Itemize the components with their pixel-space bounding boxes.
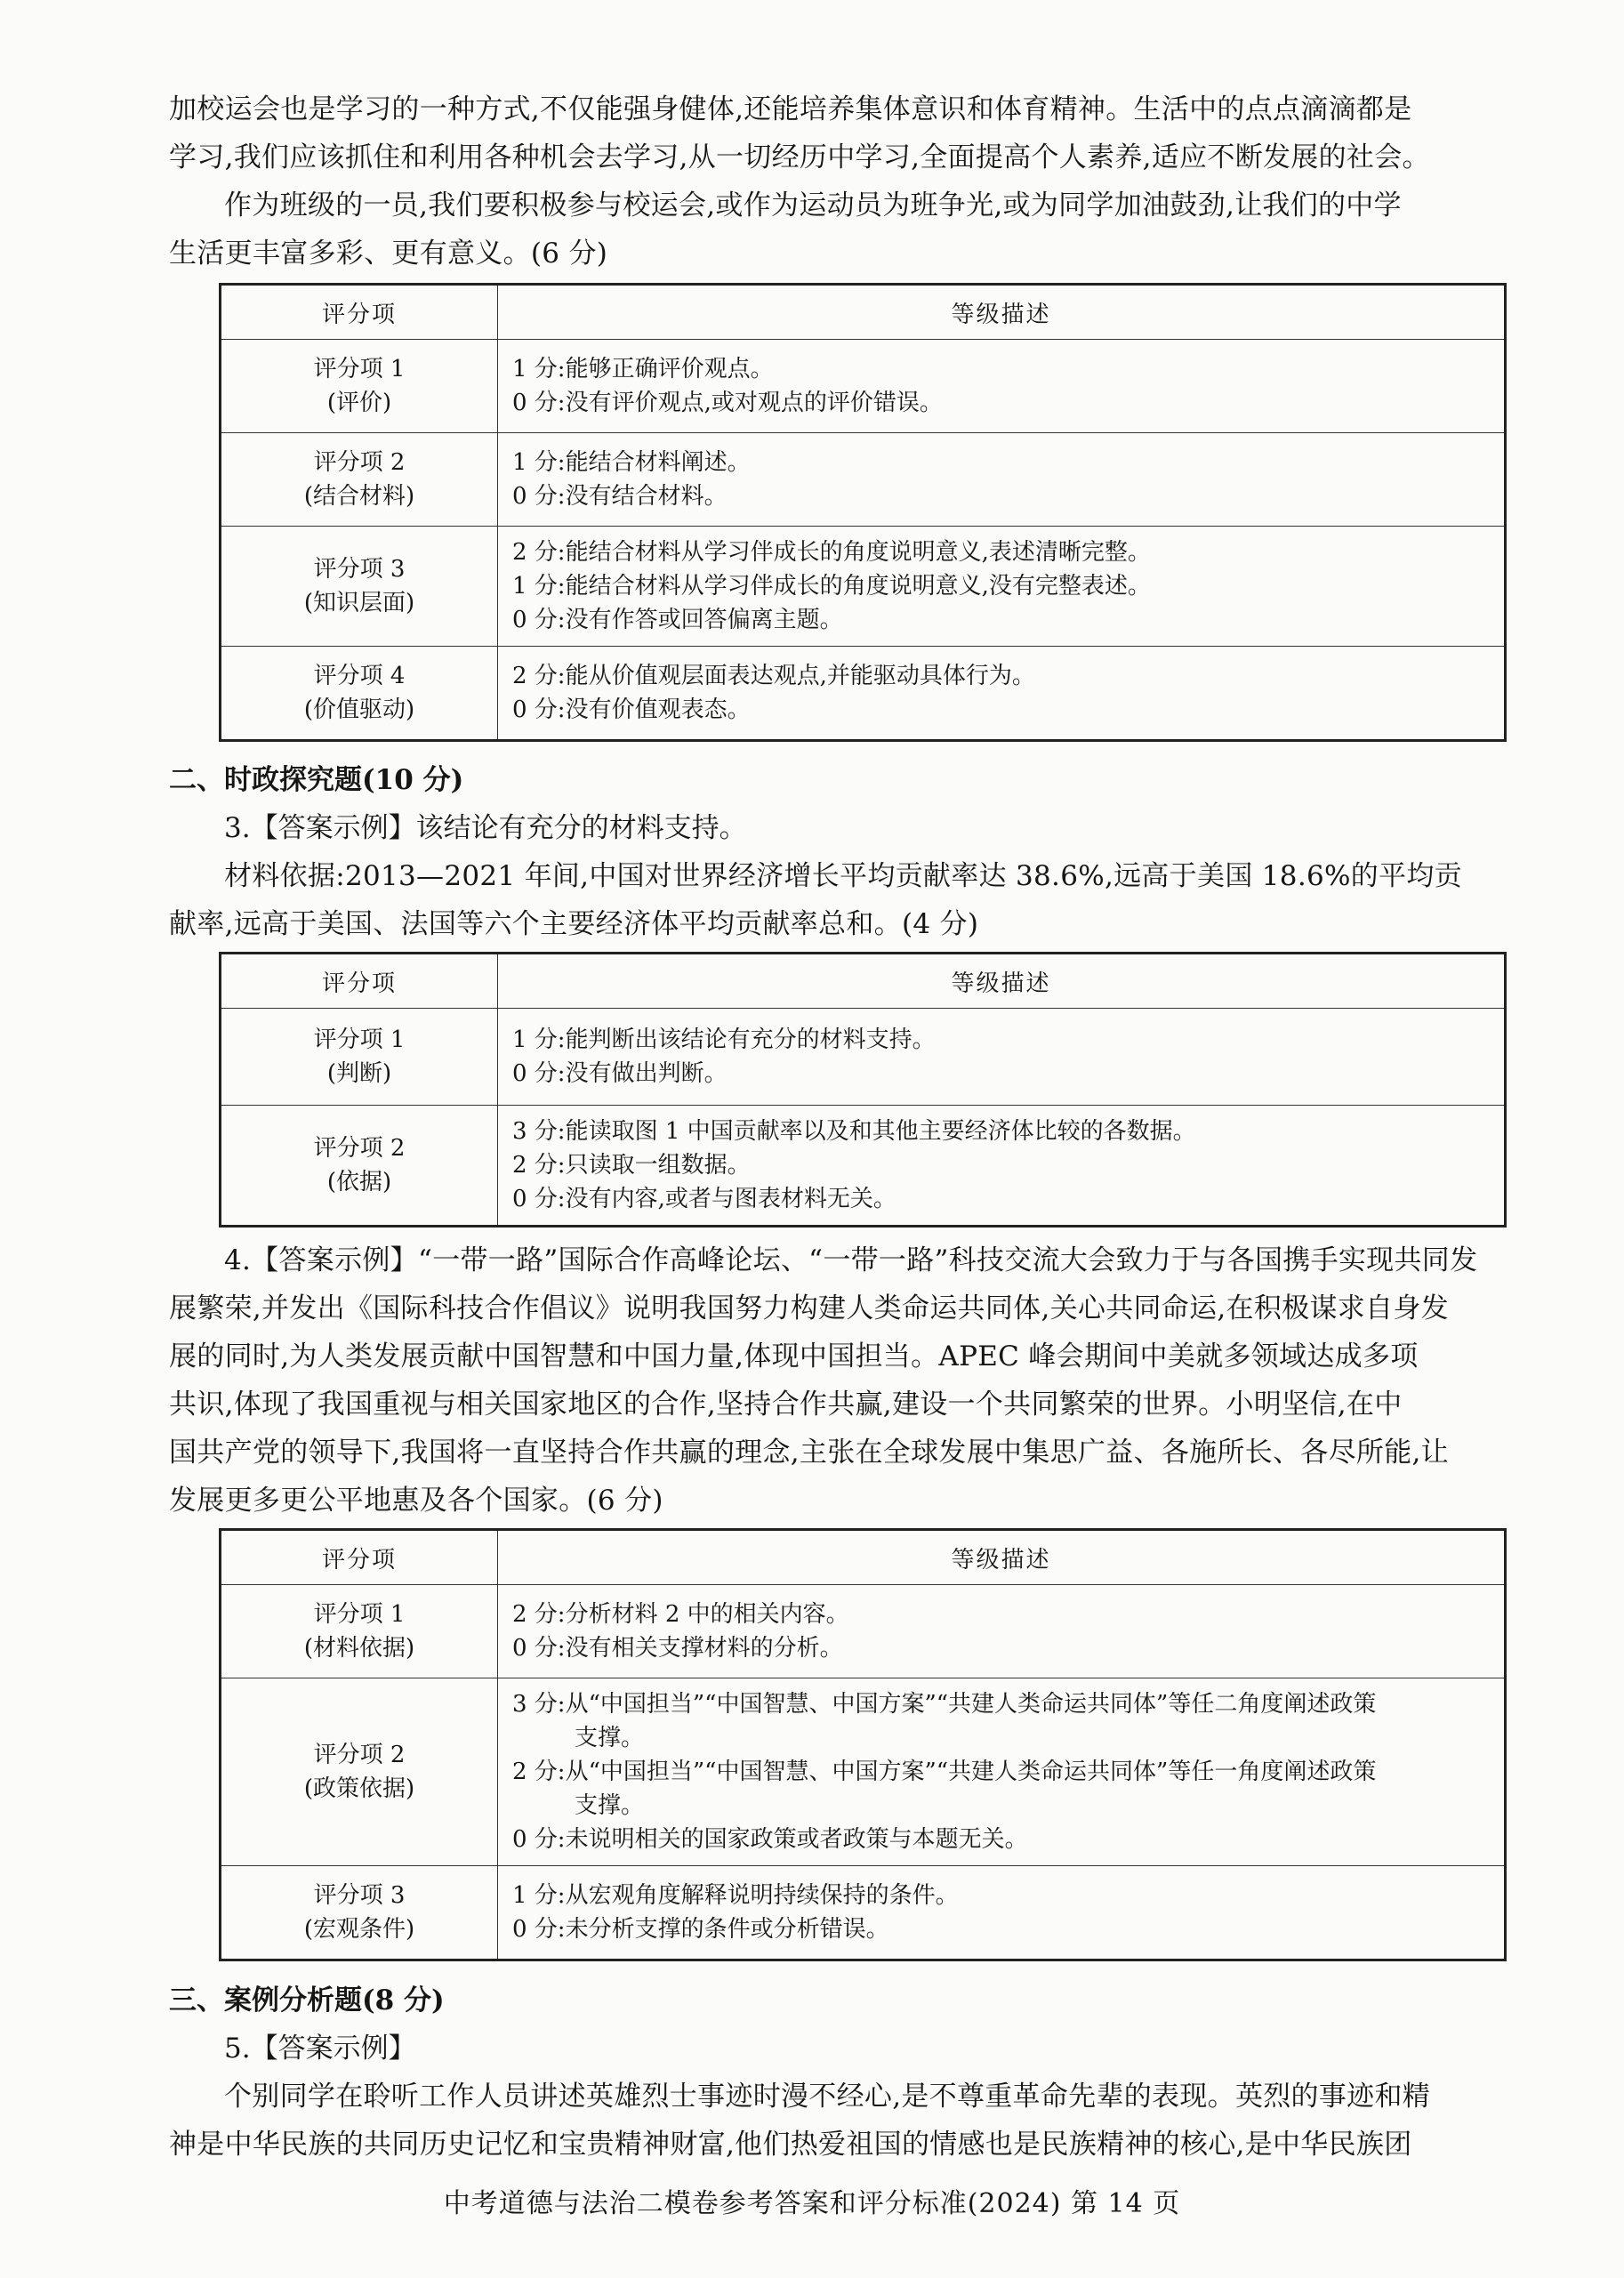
item-label: 评分项 3 [313, 1882, 406, 1909]
item-sublabel: (宏观条件) [303, 1916, 415, 1943]
item-cell [221, 1009, 498, 1106]
page-footer: 中考道德与法治二模卷参考答案和评分标准(2024) 第 14 页 [443, 2188, 1181, 2219]
desc-line: 0 分:没有做出判断。 [512, 1060, 728, 1087]
desc-line: 1 分:能判断出该结论有充分的材料支持。 [512, 1026, 936, 1053]
item-label: 评分项 1 [313, 1026, 406, 1053]
table-row [221, 1866, 1506, 1960]
intro-line: 学习,我们应该抓住和利用各种机会去学习,从一切经历中学习,全面提高个人素养,适应不断发展的社会。 [169, 141, 1430, 173]
table-header-row [221, 1530, 1506, 1585]
desc-line: 支撑。 [575, 1725, 645, 1751]
header-item: 评分项 [221, 954, 498, 1009]
scoring-table-2 [219, 952, 1507, 1228]
table-row [221, 433, 1506, 527]
scoring-table-1 [219, 283, 1507, 742]
intro-line: 加校运会也是学习的一种方式,不仅能强身健体,还能培养集体意识和体育精神。生活中的点点滴滴都是 [169, 93, 1412, 125]
desc-line: 0 分:没有评价观点,或对观点的评价错误。 [512, 390, 943, 416]
q3-basis-line: 材料依据:2013—2021 年间,中国对世界经济增长平均贡献率达 38.6%,远高于美国 18.6%的平均贡 [224, 860, 1462, 892]
desc-line: 0 分:没有结合材料。 [512, 483, 728, 510]
desc-line: 1 分:能结合材料从学习伴成长的角度说明意义,没有完整表述。 [512, 573, 1151, 600]
question-4 [169, 1236, 1512, 1525]
desc-line: 0 分:未分析支撑的条件或分析错误。 [512, 1916, 889, 1943]
description-cell [498, 1009, 1506, 1106]
item-sublabel: (知识层面) [303, 590, 415, 616]
intro-paragraph [169, 85, 1512, 278]
description-cell [498, 433, 1506, 527]
header-description: 等级描述 [498, 1530, 1506, 1585]
intro-line: 生活更丰富多彩、更有意义。(6 分) [169, 237, 608, 270]
table-row [221, 527, 1506, 647]
question-3-answer: 3.【答案示例】该结论有充分的材料支持。 [224, 812, 747, 844]
table-header-row [221, 285, 1506, 340]
desc-line: 0 分:没有相关支撑材料的分析。 [512, 1635, 843, 1662]
header-description: 等级描述 [498, 285, 1506, 340]
desc-line: 2 分:从“中国担当”“中国智慧、中国方案”“共建人类命运共同体”等任一角度阐述政策 [512, 1759, 1377, 1785]
item-sublabel: (结合材料) [303, 483, 415, 510]
header-description: 等级描述 [498, 954, 1506, 1009]
table-row [221, 647, 1506, 741]
description-cell [498, 1106, 1506, 1227]
item-cell [221, 1678, 498, 1866]
desc-line: 0 分:没有作答或回答偏离主题。 [512, 607, 843, 633]
description-cell [498, 647, 1506, 741]
item-sublabel: (评价) [326, 390, 392, 416]
item-label: 评分项 2 [313, 1135, 406, 1162]
q4-line: 展的同时,为人类发展贡献中国智慧和中国力量,体现中国担当。APEC 峰会期间中美就多领域达成多项 [169, 1340, 1419, 1372]
description-cell [498, 1678, 1506, 1866]
desc-line: 支撑。 [575, 1792, 645, 1819]
item-cell [221, 1866, 498, 1960]
intro-line: 作为班级的一员,我们要积极参与校运会,或作为运动员为班争光,或为同学加油鼓劲,让我们的中学 [224, 189, 1402, 221]
section-3 [169, 1976, 1512, 2169]
item-cell [221, 527, 498, 647]
q5-body-line: 个别同学在聆听工作人员讲述英雄烈士事迹时漫不经心,是不尊重革命先辈的表现。英烈的事迹和精 [224, 2081, 1431, 2113]
scoring-table-3 [219, 1528, 1507, 1961]
item-label: 评分项 2 [313, 449, 406, 476]
table-row [221, 1106, 1506, 1227]
item-cell [221, 1585, 498, 1678]
description-cell [498, 527, 1506, 647]
description-cell [498, 340, 1506, 433]
q4-line: 共识,体现了我国重视与相关国家地区的合作,坚持合作共赢,建设一个共同繁荣的世界。小明坚信,在中 [169, 1389, 1403, 1421]
desc-line: 2 分:只读取一组数据。 [512, 1152, 751, 1179]
q4-line: 展繁荣,并发出《国际科技合作倡议》说明我国努力构建人类命运共同体,关心共同命运,在积极谋求自身发 [169, 1292, 1449, 1324]
header-item: 评分项 [221, 285, 498, 340]
desc-line: 1 分:能够正确评价观点。 [512, 356, 774, 382]
item-cell [221, 340, 498, 433]
desc-line: 3 分:能读取图 1 中国贡献率以及和其他主要经济体比较的各数据。 [512, 1118, 1196, 1145]
table-row [221, 1009, 1506, 1106]
header-item: 评分项 [221, 1530, 498, 1585]
table-row [221, 1678, 1506, 1866]
desc-line: 0 分:没有内容,或者与图表材料无关。 [512, 1186, 896, 1212]
desc-line: 2 分:能结合材料从学习伴成长的角度说明意义,表述清晰完整。 [512, 539, 1151, 566]
item-label: 评分项 1 [313, 1601, 406, 1628]
desc-line: 2 分:能从价值观层面表达观点,并能驱动具体行为。 [512, 663, 1035, 689]
desc-line: 0 分:没有价值观表态。 [512, 696, 751, 723]
section-heading: 二、时政探究题(10 分) [169, 764, 464, 796]
q4-line: 国共产党的领导下,我国将一直坚持合作共赢的理念,主张在全球发展中集思广益、各施所长、各尽所能,让 [169, 1437, 1449, 1469]
desc-line: 1 分:能结合材料阐述。 [512, 449, 751, 476]
item-label: 评分项 2 [313, 1742, 406, 1768]
desc-line: 2 分:分析材料 2 中的相关内容。 [512, 1601, 849, 1628]
section-heading: 三、案例分析题(8 分) [169, 1984, 445, 2016]
q4-line: 发展更多更公平地惠及各个国家。(6 分) [169, 1485, 663, 1517]
desc-line: 1 分:从宏观角度解释说明持续保持的条件。 [512, 1882, 959, 1909]
q4-line: 4.【答案示例】“一带一路”国际合作高峰论坛、“一带一路”科技交流大会致力于与各国携手实现共同发 [224, 1244, 1478, 1276]
item-sublabel: (材料依据) [303, 1635, 415, 1662]
table-row [221, 1585, 1506, 1678]
question-5-answer: 5.【答案示例】 [224, 2032, 416, 2065]
item-sublabel: (判断) [326, 1060, 392, 1087]
description-cell [498, 1866, 1506, 1960]
description-cell [498, 1585, 1506, 1678]
item-label: 评分项 3 [313, 556, 406, 583]
table-header-row [221, 954, 1506, 1009]
item-cell [221, 433, 498, 527]
q5-body-line: 神是中华民族的共同历史记忆和宝贵精神财富,他们热爱祖国的情感也是民族精神的核心,是中华民族团 [169, 2129, 1412, 2161]
item-label: 评分项 1 [313, 356, 406, 382]
desc-line: 0 分:未说明相关的国家政策或者政策与本题无关。 [512, 1826, 1028, 1853]
q3-basis-line: 献率,远高于美国、法国等六个主要经济体平均贡献率总和。(4 分) [169, 908, 979, 940]
item-sublabel: (依据) [326, 1169, 392, 1195]
item-cell [221, 1106, 498, 1227]
item-label: 评分项 4 [313, 663, 406, 689]
item-cell [221, 647, 498, 741]
table-row [221, 340, 1506, 433]
item-sublabel: (政策依据) [303, 1775, 415, 1802]
desc-line: 3 分:从“中国担当”“中国智慧、中国方案”“共建人类命运共同体”等任二角度阐述政策 [512, 1691, 1377, 1718]
item-sublabel: (价值驱动) [303, 696, 415, 723]
section-2 [169, 756, 1512, 948]
